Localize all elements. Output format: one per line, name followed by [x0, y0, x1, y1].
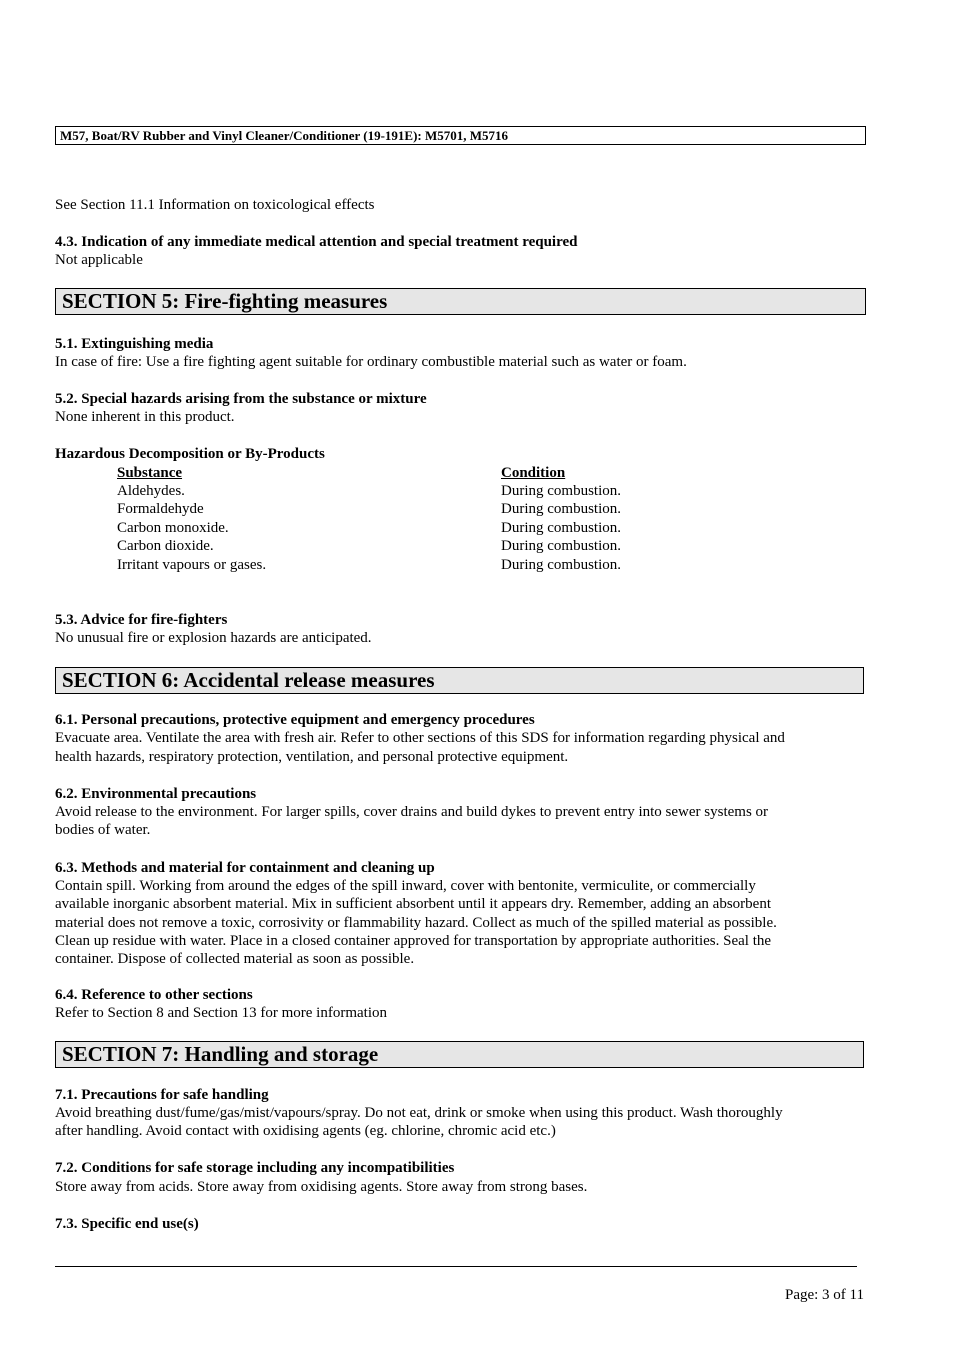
table-row-substance: Irritant vapours or gases. — [117, 557, 267, 573]
text-4-3: Not applicable — [55, 252, 143, 268]
column-header-condition: Condition — [501, 465, 566, 481]
subheading-5-2: 5.2. Special hazards arising from the substance or mixture — [55, 391, 427, 407]
table-row-substance: Aldehydes. — [117, 483, 185, 499]
text-5-1: In case of fire: Use a fire fighting agent suitable for ordinary combustible material such as water or foam. — [55, 354, 687, 370]
section-5-title: SECTION 5: Fire-fighting measures — [55, 288, 866, 315]
subheading-6-1: 6.1. Personal precautions, protective equipment and emergency procedures — [55, 712, 535, 728]
text-6-1-line-1: Evacuate area. Ventilate the area with fresh air. Refer to other sections of this SDS for information regarding physical and — [55, 730, 785, 746]
tox-reference: See Section 11.1 Information on toxicological effects — [55, 197, 375, 213]
subheading-6-3: 6.3. Methods and material for containment and cleaning up — [55, 860, 435, 876]
table-row-substance: Carbon dioxide. — [117, 538, 214, 554]
table-row-condition: During combustion. — [501, 520, 621, 536]
text-5-3: No unusual fire or explosion hazards are anticipated. — [55, 630, 372, 646]
text-6-4: Refer to Section 8 and Section 13 for more information — [55, 1005, 387, 1021]
subheading-6-2: 6.2. Environmental precautions — [55, 786, 257, 802]
subheading-5-3: 5.3. Advice for fire-fighters — [55, 612, 228, 628]
page-number: Page: 3 of 11 — [784, 1287, 864, 1303]
text-6-3-line-2: available inorganic absorbent material. Mix in sufficient absorbent until it appears dry. Remember, adding an absorbent — [55, 896, 771, 912]
text-6-2-line-2: bodies of water. — [55, 822, 151, 838]
footer-divider — [55, 1266, 857, 1267]
text-5-2: None inherent in this product. — [55, 409, 235, 425]
column-header-substance: Substance — [117, 465, 183, 481]
text-6-3-line-5: container. Dispose of collected material as soon as possible. — [55, 951, 415, 967]
text-7-1-line-1: Avoid breathing dust/fume/gas/mist/vapours/spray. Do not eat, drink or smoke when using this product. Wash thoroughly — [55, 1105, 783, 1121]
subheading-7-3: 7.3. Specific end use(s) — [55, 1216, 199, 1232]
document-header: M57, Boat/RV Rubber and Vinyl Cleaner/Conditioner (19-191E): M5701, M5716 — [55, 126, 866, 145]
subheading-7-2: 7.2. Conditions for safe storage including any incompatibilities — [55, 1160, 455, 1176]
table-row-condition: During combustion. — [501, 501, 621, 517]
table-row-substance: Carbon monoxide. — [117, 520, 229, 536]
text-7-2: Store away from acids. Store away from oxidising agents. Store away from strong bases. — [55, 1179, 588, 1195]
table-row-condition: During combustion. — [501, 483, 621, 499]
table-row-substance: Formaldehyde — [117, 501, 204, 517]
text-6-1-line-2: health hazards, respiratory protection, ventilation, and personal protective equipment. — [55, 749, 569, 765]
text-6-3-line-3: material does not remove a toxic, corrosivity or flammability hazard. Collect as much of the spilled material as possible. — [55, 915, 777, 931]
text-7-1-line-2: after handling. Avoid contact with oxidising agents (eg. chlorine, chromic acid etc.) — [55, 1123, 556, 1139]
section-7-title: SECTION 7: Handling and storage — [55, 1041, 864, 1068]
text-6-3-line-1: Contain spill. Working from around the edges of the spill inward, cover with bentonite, vermiculite, or commercially — [55, 878, 756, 894]
subheading-5-1: 5.1. Extinguishing media — [55, 336, 214, 352]
table-row-condition: During combustion. — [501, 538, 621, 554]
table-row-condition: During combustion. — [501, 557, 621, 573]
text-6-2-line-1: Avoid release to the environment. For larger spills, cover drains and build dykes to prevent entry into sewer systems or — [55, 804, 769, 820]
subheading-4-3: 4.3. Indication of any immediate medical attention and special treatment required — [55, 234, 578, 250]
hazardous-decomposition-title: Hazardous Decomposition or By-Products — [55, 446, 325, 462]
section-6-title: SECTION 6: Accidental release measures — [55, 667, 864, 694]
text-6-3-line-4: Clean up residue with water. Place in a closed container approved for transportation by appropriate authorities. Seal the — [55, 933, 772, 949]
subheading-7-1: 7.1. Precautions for safe handling — [55, 1087, 269, 1103]
subheading-6-4: 6.4. Reference to other sections — [55, 987, 253, 1003]
